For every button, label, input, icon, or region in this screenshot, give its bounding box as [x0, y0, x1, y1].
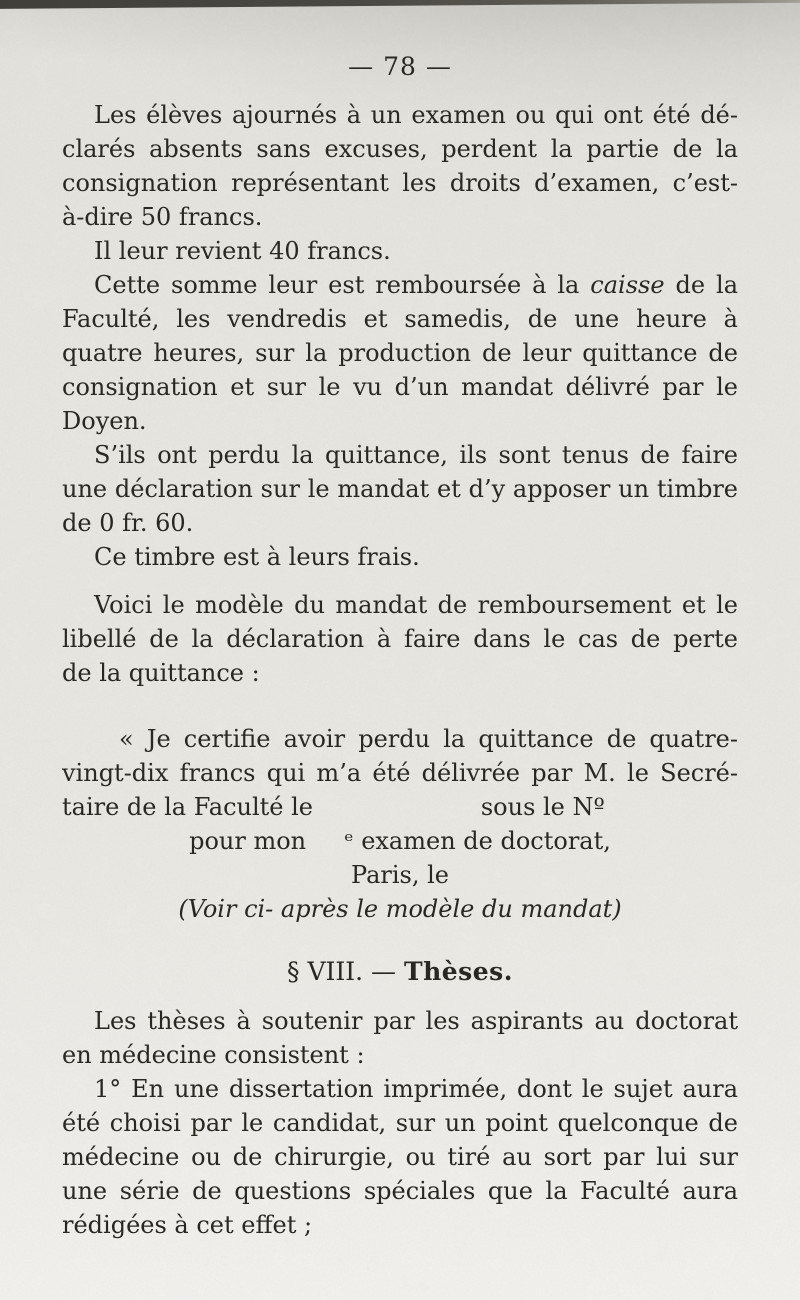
text-line: Ce timbre est à leurs frais.: [94, 543, 420, 571]
section-mark: § VIII. —: [287, 957, 404, 986]
text-line: été choisi par le candidat, sur un point quelconque de: [62, 1109, 738, 1137]
text-line: Doyen.: [62, 407, 147, 435]
text-line: une série de questions spéciales que la Faculté aura: [62, 1177, 738, 1205]
text-line: une déclaration sur le mandat et d’y apposer un timbre: [62, 475, 738, 503]
text-line: consignation représentant les droits d’examen, c’est-: [62, 169, 738, 197]
mandate-exam-line: pour mon ᵉ examen de doctorat,: [189, 827, 611, 855]
text-line: Les thèses à soutenir par les aspirants au doctorat: [94, 1007, 738, 1035]
paragraph-revient: [62, 234, 738, 268]
section-heading: [62, 954, 738, 990]
paragraph-quittance-perdue: [62, 438, 738, 540]
paragraph-modele-mandat: [62, 588, 738, 690]
text-line: Faculté, les vendredis et samedis, de une heure à: [62, 305, 738, 333]
text-line: consignation et sur le vu d’un mandat délivré par le: [62, 373, 738, 401]
mandate-declaration-block: [62, 722, 738, 926]
text-line: de la quittance :: [62, 659, 260, 687]
text-line: Cette somme leur est remboursée à la caisse de la: [94, 271, 738, 299]
text-line: libellé de la déclaration à faire dans le cas de perte: [62, 625, 738, 653]
text-line: de 0 fr. 60.: [62, 509, 194, 537]
text-line: 1° En une dissertation imprimée, dont le sujet aura: [94, 1075, 738, 1103]
paragraph-remboursement: [62, 268, 738, 438]
section-title: Thèses.: [404, 957, 513, 986]
mandate-voir-note: (Voir ci- après le modèle du mandat): [178, 895, 622, 923]
mandate-paris-line: Paris, le: [351, 861, 449, 889]
text-line: rédigées à cet effet ;: [62, 1211, 313, 1239]
text-line: taire de la Faculté le sous le Nº: [62, 793, 605, 821]
mandate-certify-text: [62, 722, 738, 824]
text-line: « Je certifie avoir perdu la quittance de quatre-: [119, 725, 738, 753]
text-line: vingt-dix francs qui m’a été délivrée par M. le Secré-: [62, 759, 738, 787]
text-line: Voici le modèle du mandat de remboursement et le: [94, 591, 738, 619]
text-line: clarés absents sans excuses, perdent la partie de la: [62, 135, 738, 163]
paragraph-timbre: [62, 540, 738, 574]
paragraph-theses-intro: [62, 1004, 738, 1072]
page-body: [0, 98, 800, 1242]
text-line: quatre heures, sur la production de leur quittance de: [62, 339, 738, 367]
text-line: médecine ou de chirurgie, ou tiré au sort par lui sur: [62, 1143, 738, 1171]
page-number: — 78 —: [348, 52, 452, 81]
paragraph-ajournes: [62, 98, 738, 234]
paragraph-dissertation: [62, 1072, 738, 1242]
text-line: Il leur revient 40 francs.: [94, 237, 391, 265]
text-line: Les élèves ajournés à un examen ou qui ont été dé-: [94, 101, 738, 129]
text-line: S’ils ont perdu la quittance, ils sont tenus de faire: [94, 441, 738, 469]
text-line: en médecine consistent :: [62, 1041, 365, 1069]
text-line: à-dire 50 francs.: [62, 203, 263, 231]
